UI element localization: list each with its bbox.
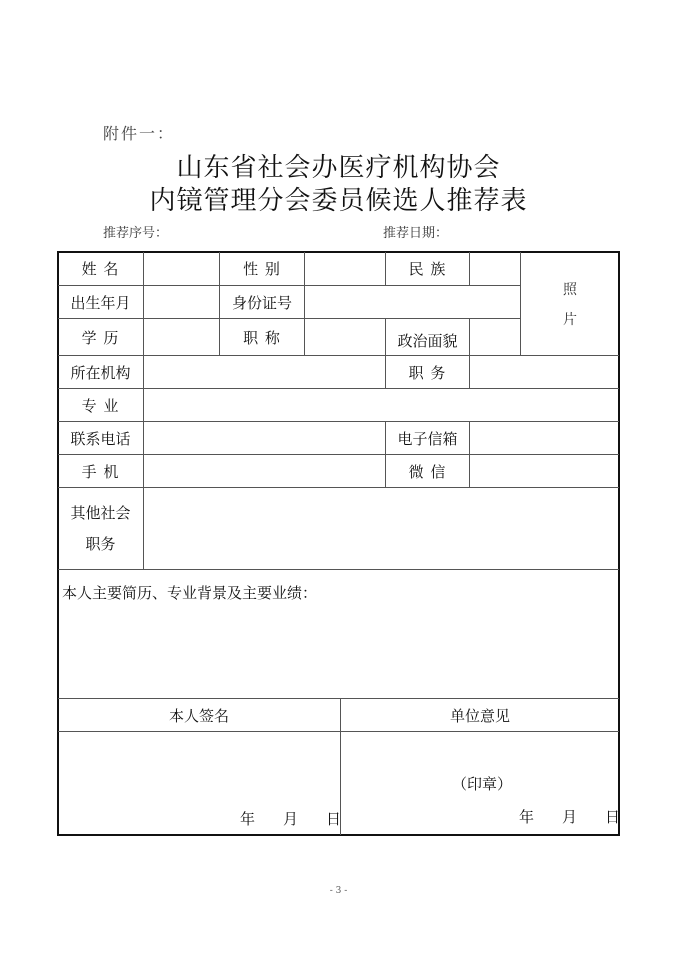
serial-number-label: 推荐序号： [103, 226, 169, 241]
gender-field[interactable] [305, 252, 385, 285]
unit-opinion-header: 单位意见 [449, 706, 510, 725]
ethnicity-label: 民 族 [408, 260, 447, 278]
document-title-line-2: 内镜管理分会委员候选人推荐表 [149, 186, 528, 216]
seal-label: （印章） [452, 775, 513, 793]
phone-label: 联系电话 [70, 429, 131, 448]
wechat-field[interactable] [470, 455, 619, 487]
email-field[interactable] [470, 422, 619, 454]
photo-label-1: 照 [563, 282, 577, 298]
signature-date-year: 年 [240, 810, 256, 828]
other-roles-label-line-1: 其他社会 [70, 503, 131, 522]
opinion-date-month: 月 [562, 808, 578, 826]
attachment-label: 附件一： [103, 124, 176, 143]
political-status-label: 政治面貌 [397, 332, 458, 350]
photo-area[interactable] [521, 270, 619, 340]
professional-title-field[interactable] [305, 319, 385, 355]
other-roles-label [58, 488, 143, 569]
document-title-line-1: 山东省社会办医疗机构协会 [176, 153, 501, 183]
phone-field[interactable] [144, 422, 385, 454]
education-label: 学 历 [81, 328, 120, 347]
photo-label-2: 片 [563, 312, 577, 328]
position-label: 职 务 [408, 363, 447, 382]
opinion-date [519, 806, 620, 827]
row-divider [58, 569, 619, 570]
signature-date [240, 808, 341, 829]
id-number-field[interactable] [305, 286, 520, 318]
signature-header: 本人签名 [168, 706, 229, 725]
mobile-field[interactable] [144, 455, 385, 487]
recommend-date-label: 推荐日期： [383, 226, 449, 241]
other-roles-field[interactable] [144, 488, 619, 569]
institution-label: 所在机构 [70, 363, 131, 382]
bio-label: 本人主要简历、专业背景及主要业绩： [62, 584, 318, 602]
other-roles-label-line-2: 职务 [85, 534, 116, 553]
mobile-label: 手 机 [81, 462, 120, 481]
name-field[interactable] [144, 252, 219, 285]
bio-field[interactable] [59, 605, 619, 697]
ethnicity-field[interactable] [470, 252, 520, 285]
position-field[interactable] [470, 356, 619, 388]
major-field[interactable] [144, 389, 619, 421]
opinion-date-day: 日 [605, 808, 621, 826]
page-number: - 3 - [329, 886, 348, 896]
name-label: 姓 名 [81, 260, 120, 278]
major-label: 专 业 [81, 396, 120, 415]
wechat-label: 微 信 [408, 462, 447, 481]
professional-title-label: 职 称 [243, 328, 281, 347]
birth-field[interactable] [144, 286, 219, 318]
institution-field[interactable] [144, 356, 385, 388]
signature-date-month: 月 [283, 810, 299, 828]
signature-date-day: 日 [326, 810, 342, 828]
education-field[interactable] [144, 319, 219, 355]
opinion-date-year: 年 [519, 808, 535, 826]
birth-label: 出生年月 [70, 293, 131, 312]
gender-label: 性 别 [243, 260, 281, 278]
political-status-field[interactable] [470, 319, 520, 355]
email-label: 电子信箱 [397, 429, 458, 448]
id-number-label: 身份证号 [231, 293, 292, 312]
